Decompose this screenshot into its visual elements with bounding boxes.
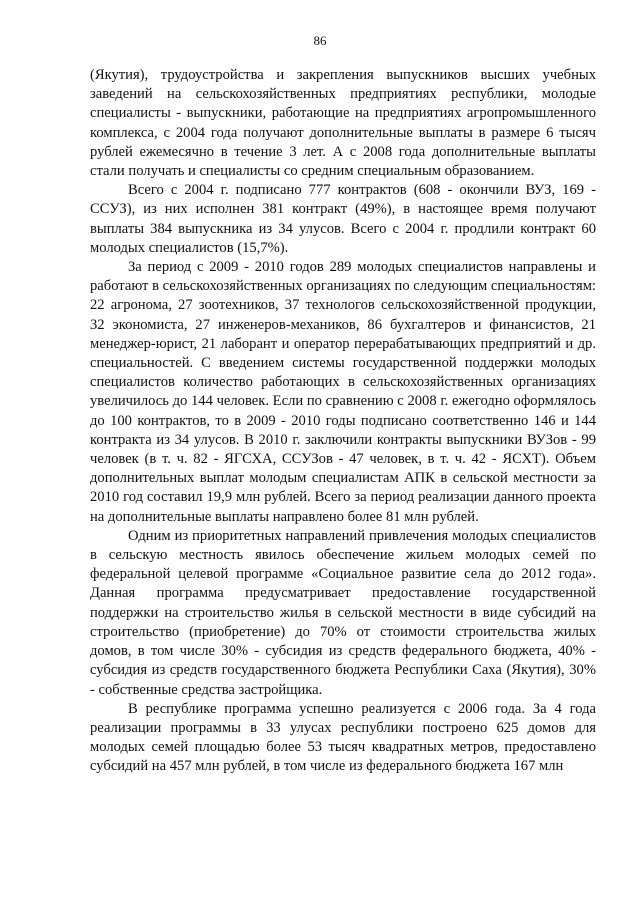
paragraph-housing-program: Одним из приоритетных направлений привлечения молодых специалистов в сельскую местность явилось обеспечение жильем молодых семей по федеральной целевой программе «Социальное развитие села до 2012 года». Данная программа предусматривает предоставление государственной поддержки на строительство жилья в сельской местности в виде субсидий на строительство (приобретение) до 70% от стоимости строительства жилых домов, в том числе 30% - субсидия из средств федерального бюджета, 40% - субсидия из средств государственного бюджета Республики Саха (Якутия), 30% - собственные средства застройщика. [90,527,596,698]
page-number: 86 [313,33,327,48]
paragraph-program-results: В республике программа успешно реализуется с 2006 года. За 4 года реализации программы в 33 улусах республики построено 625 домов для молодых семей площадью более 53 тысяч квадратных метров, предоставлено субсидий на 457 млн рублей, в том числе из федерального бюджета 167 млн [90,700,596,775]
paragraph-continuation: (Якутия), трудоустройства и закрепления выпускников высших учебных заведений на сельскохозяйственных предприятиях республики, молодые специалисты - выпускники, работающие на предприятиях агропромышленного комплекса, с 2004 года получают дополнительные выплаты в размере 6 тысяч рублей ежемесячно в течение 3 лет. А с 2008 года дополнительные выплаты стали получать и специалисты со средним специальным образованием. [90,67,596,180]
document-body [90,66,596,777]
paragraph-specialists-2009-2010: За период с 2009 - 2010 годов 289 молодых специалистов направлены и работают в сельскохозяйственных организациях по следующим специальностям: 22 агронома, 27 зоотехников, 37 технологов сельскохозяйственной продукции, 32 экономиста, 27 инженеров-механиков, 86 бухгалтеров и финансистов, 21 менеджер-юрист, 21 лаборант и оператор перерабатывающих предприятий и др. специальностей. С введением системы государственной поддержки молодых специалистов количество работающих в сельскохозяйственных организациях увеличилось до 144 человек. Если по сравнению с 2008 г. ежегодно оформлялось до 100 контрактов, то в 2009 - 2010 годы подписано соответственно 146 и 144 контракта из 34 улусов. В 2010 г. заключили контракты выпускники ВУЗов - 99 человек (в т. ч. 82 - ЯГСХА, ССУЗов - 47 человек, в т. ч. 42 - ЯСХТ). Объем дополнительных выплат молодым специалистам АПК в сельской местности за 2010 год составил 19,9 млн рублей. Всего за период реализации данного проекта на дополнительные выплаты направлено более 81 млн рублей. [90,259,596,525]
paragraph-contracts: Всего с 2004 г. подписано 777 контрактов (608 - окончили ВУЗ, 169 - ССУЗ), из них исполнен 381 контракт (49%), в настоящее время получают выплаты 384 выпускника из 34 улусов. Всего с 2004 г. продлили контракт 60 молодых специалистов (15,7%). [90,182,596,256]
